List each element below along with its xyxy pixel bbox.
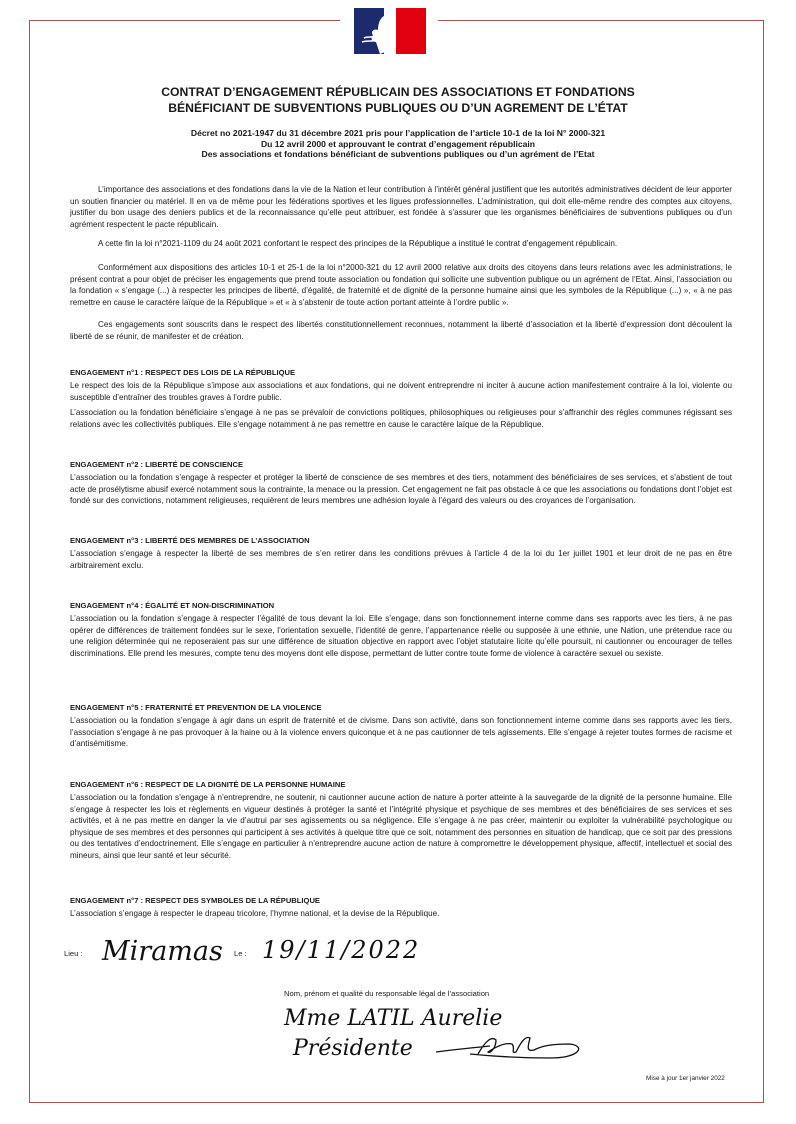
update-date: Mise à jour 1er janvier 2022 <box>646 1075 725 1082</box>
decree-line-2: Du 12 avril 2000 et approuvant le contrat d’engagement républicain <box>260 138 536 149</box>
title-line-1: CONTRAT D’ENGAGEMENT RÉPUBLICAIN DES ASSOCIATIONS ET FONDATIONS <box>161 85 635 99</box>
engagement-2-text: L’association ou la fondation s’engage à respecter et protéger la liberté de conscience de ses membres et des tiers, notamment des bénéficiaires de ses services, et s’abstient de tout acte de prosélytisme abusif exercé notamment sous la contrainte, la menace ou la pression. Cet engagement ne fait pas obstacle à ce que les associations ou fondations dont l’objet est fondé sur des convictions, notamment religieuses, requièrent de leurs membres une adhésion loyale à l’égard des valeurs ou des croyances de l’organisation. <box>70 473 732 505</box>
intro-paragraph-4: Ces engagements sont souscrits dans le respect des libertés constitutionnellement reconnues, notamment la liberté d’association et la liberté d’expression dont découlent la liberté de se réunir, de manifester et de création. <box>70 320 732 341</box>
marianne-logo <box>340 8 438 58</box>
decree-line-1: Décret no 2021-1947 du 31 décembre 2021 pris pour l’application de l’article 10-1 de la loi N° 2000-321 <box>190 128 606 138</box>
title-line-2: BÉNÉFICIANT DE SUBVENTIONS PUBLIQUES OU D’UN AGREMENT DE L’ÉTAT <box>168 101 628 115</box>
engagement-6-title: ENGAGEMENT n°6 : RESPECT DE LA DIGNITÉ DE LA PERSONNE HUMAINE <box>70 780 346 789</box>
responsable-label: Nom, prénom et qualité du responsable légal de l’association <box>284 989 490 998</box>
name-handwritten: Mme LATIL Aurelie <box>284 1006 503 1031</box>
decree-line-3: Des associations et fondations bénéficiant de subventions publiques ou d’un agrément de l’Etat <box>201 149 595 159</box>
engagement-4-title: ENGAGEMENT n°4 : ÉGALITÉ ET NON-DISCRIMINATION <box>70 601 275 610</box>
engagement-3-title: ENGAGEMENT n°3 : LIBERTÉ DES MEMBRES DE L’ASSOCIATION <box>70 536 310 545</box>
role-handwritten: Présidente <box>293 1036 413 1061</box>
engagement-1-text-2: L’association ou la fondation bénéficiaire s’engage à ne pas se prévaloir de convictions politiques, philosophiques ou religieuses pour s’affranchir des règles communes régissant ses relations avec les collectivités publiques. Elle s’engage notamment à ne pas remettre en cause le caractère laïque de la République. <box>70 408 732 429</box>
lieu-label: Lieu : <box>64 949 83 958</box>
engagement-5-title: ENGAGEMENT n°5 : FRATERNITÉ ET PREVENTION DE LA VIOLENCE <box>70 703 322 712</box>
engagement-1-title: ENGAGEMENT n°1 : RESPECT DES LOIS DE LA RÉPUBLIQUE <box>70 368 296 377</box>
date-label: Le : <box>234 949 247 958</box>
engagement-1-text-1: Le respect des lois de la République s’impose aux associations et aux fondations, qui ne doivent entreprendre ni inciter à aucune action manifestement contraire à la loi, violente ou susceptible d’entraîner des troubles graves à l’ordre public. <box>70 381 732 402</box>
intro-paragraph-3: Conformément aux dispositions des articles 10-1 et 25-1 de la loi n°2000-321 du 12 avril 2000 relative aux droits des citoyens dans leurs relations avec les administrations, le présent contrat a pour objet de préciser les engagements que prend toute association ou fondation qui sollicite une subvention publique ou un agrément de l’Etat. Ainsi, l’association ou la fondation « s’engage (...) à respecter les principes de liberté, d’égalité, de fraternité et de dignité de la personne humaine ainsi que les symboles de la République (...) », « à ne pas remettre en cause le caractère laïque de la République » et « à s’abstenir de toute action portant atteinte à l’ordre public ». <box>70 263 732 307</box>
engagement-5-text: L’association ou la fondation s’engage à agir dans un esprit de fraternité et de civisme. Dans son activité, dans son fonctionnement interne comme dans ses rapports avec les tiers, l’association s’engage à ne pas provoquer à la haine ou à la violence envers quiconque et à ne pas cautionner de tels agissements. Elle s’engage à rejeter toutes formes de racisme et d’antisémitisme. <box>70 716 732 748</box>
engagement-6-text: L’association ou la fondation s’engage à n’entreprendre, ne soutenir, ni cautionner aucune action de nature à porter atteinte à la sauvegarde de la dignité de la personne humaine. Elle s’engage à respecter les lois et règlements en vigueur destinés à protéger la santé et l’intégrité physique et psychique de ses membres et des bénéficiaires de ses services et ses activités, et à ne pas mettre en danger la vie d’autrui par ses agissements ou sa négligence. Elle s’engage à ne pas créer, maintenir ou exploiter la vulnérabilité psychologique ou physique de ses membres et des personnes qui participent à ses activités à quelque titre que ce soit, notamment des personnes en situation de handicap, que ce soit par des pressions ou des tentatives d’endoctrinement. Elle s’engage en particulier à n’entreprendre aucune action de nature à compromettre le développement physique, affectif, intellectuel et social des mineurs, ainsi que leur santé et leur sécurité. <box>70 793 732 860</box>
engagement-7-text: L’association s’engage à respecter le drapeau tricolore, l’hymne national, et la devise de la République. <box>70 909 440 918</box>
date-handwritten: 19/11/2022 <box>262 936 421 964</box>
engagement-7-title: ENGAGEMENT n°7 : RESPECT DES SYMBOLES DE LA RÉPUBLIQUE <box>70 896 321 905</box>
decree-reference <box>60 128 736 160</box>
engagement-3-text: L’association s’engage à respecter la liberté de ses membres de s’en retirer dans les conditions prévues à l’article 4 de la loi du 1er juillet 1901 et leur droit de ne pas en être arbitrairement exclu. <box>70 549 732 570</box>
document-title <box>60 84 736 116</box>
intro-paragraph-1: L’importance des associations et des fondations dans la vie de la Nation et leur contribution à l’intérêt général justifient que les autorités administratives décident de leur apporter un soutien financier ou matériel. Il en va de même pour les fédérations sportives et les ligues professionnelles. L’administration, qui doit elle-même rendre des comptes aux citoyens, justifier du bon usage des deniers publics et de la reconnaissance qu’elle peut attribuer, est fondée à s’assurer que les organismes bénéficiaires de subventions publiques ou d’un agrément respectent le pacte républicain. <box>70 185 732 229</box>
intro-paragraph-2: A cette fin la loi n°2021-1109 du 24 août 2021 confortant le respect des principes de la République a institué le contrat d’engagement républicain. <box>98 239 618 248</box>
engagement-4-text: L’association ou la fondation s’engage à respecter l’égalité de tous devant la loi. Elle s’engage, dans son fonctionnement interne comme dans ses rapports avec les tiers, à ne pas opérer de différences de traitement fondées sur le sexe, l’orientation sexuelle, l’identité de genre, l’appartenance réelle ou supposée à une ethnie, une Nation, une prétendue race ou une religion déterminée qui ne reposeraient pas sur une différence de situation objective en rapport avec l’objet statutaire licite qu’elle poursuit, ni cautionner ou encourager de telles discriminations. Elle prend les mesures, compte tenu des moyens dont elle dispose, permettant de lutter contre toute forme de violence à caractère sexuel ou sexiste. <box>70 614 732 658</box>
lieu-handwritten: Miramas <box>102 936 223 967</box>
engagement-2-title: ENGAGEMENT n°2 : LIBERTÉ DE CONSCIENCE <box>70 460 244 469</box>
signature-scribble <box>430 1030 590 1066</box>
